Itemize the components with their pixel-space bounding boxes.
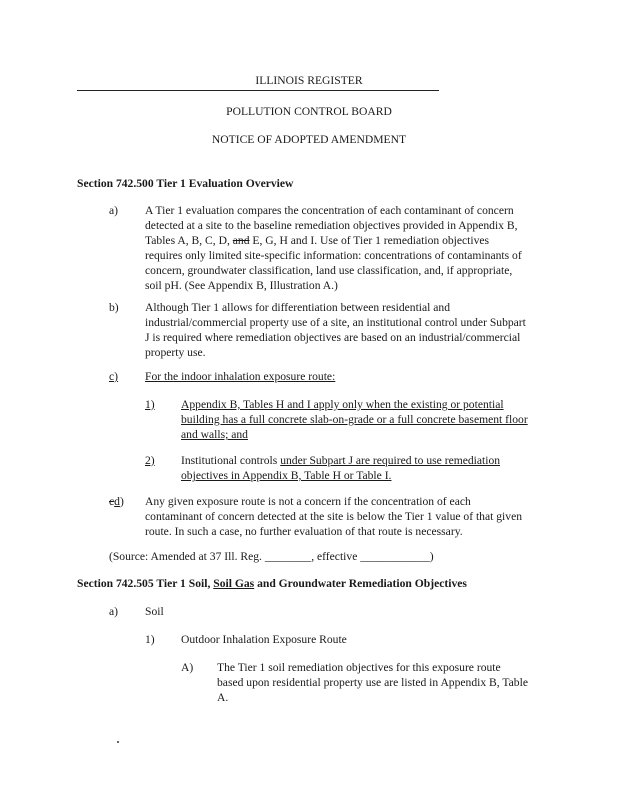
- item-c2-label: 2): [145, 454, 155, 467]
- item-A-label: A): [181, 661, 194, 674]
- para-d-line: route. In such a case, no further evaluation of that route is necessary.: [145, 525, 463, 538]
- section-500-heading: Section 742.500 Tier 1 Evaluation Overview: [77, 177, 294, 190]
- board-title: POLLUTION CONTROL BOARD: [226, 105, 392, 118]
- soil-label: a): [109, 605, 119, 618]
- scan-speck: [117, 741, 119, 743]
- item-c1-line: Appendix B, Tables H and I apply only when the existing or potential: [181, 398, 504, 411]
- para-a-line: Tables A, B, C, D, and E, G, H and I. Use of Tier 1 remediation objectives: [145, 234, 490, 247]
- item-c1: [181, 397, 551, 442]
- para-d-label: cd): [109, 495, 124, 508]
- soil-gas-insert: Soil Gas: [213, 577, 255, 590]
- para-b: [145, 300, 545, 360]
- para-a-label: a): [109, 204, 119, 217]
- new-label: d: [114, 495, 120, 508]
- item-A-line: The Tier 1 soil remediation objectives for this exposure route: [217, 661, 501, 674]
- para-a-line: concern, groundwater classification, land use classification, and, if appropriate,: [145, 264, 513, 277]
- item-c2-line: objectives in Appendix B, Table H or Table I.: [181, 469, 392, 482]
- notice-title: NOTICE OF ADOPTED AMENDMENT: [211, 133, 407, 146]
- para-c-text: For the indoor inhalation exposure route:: [145, 370, 336, 383]
- para-c-label: c): [109, 370, 119, 383]
- outdoor-text: Outdoor Inhalation Exposure Route: [181, 633, 347, 646]
- item-c2: [181, 453, 551, 483]
- soil-text: Soil: [145, 605, 164, 618]
- para-d-line: Any given exposure route is not a concern if the concentration of each: [145, 495, 471, 508]
- source-note: (Source: Amended at 37 Ill. Reg. ________, effective ____________): [109, 550, 434, 563]
- item-c1-label: 1): [145, 398, 155, 411]
- para-a: [145, 203, 545, 293]
- item-c1-line: and walls; and: [181, 428, 248, 441]
- struck-label: c: [109, 495, 115, 508]
- item-c1-line: building has a full concrete slab-on-grade or a full concrete basement floor: [181, 413, 528, 426]
- item-c2-line: Institutional controls under Subpart J are required to use remediation: [181, 454, 501, 467]
- para-d: [145, 494, 545, 539]
- para-b-line: industrial/commercial property use of a site, an institutional control under Subpart: [145, 316, 526, 329]
- para-b-line: Although Tier 1 allows for differentiation between residential and: [145, 301, 451, 314]
- para-b-label: b): [109, 301, 119, 314]
- para-d-line: contaminant of concern detected at the site is below the Tier 1 value of that given: [145, 510, 523, 523]
- register-title: ILLINOIS REGISTER: [255, 74, 363, 87]
- para-b-line: J is required where remediation objectives are based on an industrial/commercial: [145, 331, 521, 344]
- item-A: [217, 660, 557, 705]
- outdoor-label: 1): [145, 633, 155, 646]
- para-a-line: detected at a site to the baseline remediation objectives provided in Appendix B,: [145, 219, 518, 232]
- para-a-line: soil pH. (See Appendix B, Illustration A.): [145, 279, 338, 292]
- item-A-line: based upon residential property use are listed in Appendix B, Table: [217, 676, 528, 689]
- para-b-line: property use.: [145, 346, 206, 359]
- para-a-line: requires only limited site-specific information: concentrations of contaminants of: [145, 249, 522, 262]
- item-A-line: A.: [217, 691, 229, 704]
- header-rule: [77, 90, 439, 91]
- section-505-heading: Section 742.505 Tier 1 Soil, Soil Gas and Groundwater Remediation Objectives: [77, 577, 467, 590]
- struck-and: and: [232, 234, 250, 247]
- para-a-line: A Tier 1 evaluation compares the concentration of each contaminant of concern: [145, 204, 514, 217]
